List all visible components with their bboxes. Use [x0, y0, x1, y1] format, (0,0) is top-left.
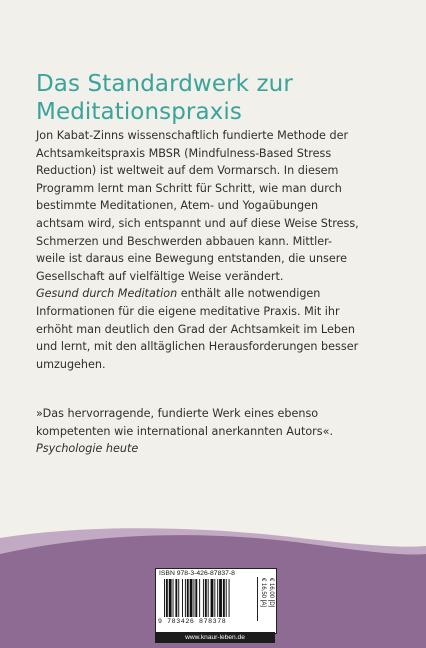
- blurb-line: bestimmte Meditationen, Atem- und Yogaübungen: [36, 199, 319, 213]
- book-title-italic: Gesund durch Meditation: [36, 287, 178, 301]
- blurb-line: Reduction) ist weltweit auf dem Vormarsch. In diesem: [36, 164, 339, 178]
- review-quote: [36, 405, 396, 458]
- quote-line: kompetenten wie international anerkannten Autors«.: [36, 424, 334, 438]
- quote-line: »Das hervorragende, fundierte Werk eines ebenso: [36, 407, 319, 420]
- publisher-url: www.knaur-leben.de: [155, 632, 275, 643]
- blurb-line: erhöht man deutlich den Grad der Achtsamkeit im Leben: [36, 322, 355, 336]
- blurb-line: [36, 285, 396, 303]
- blurb-line: weile ist daraus eine Bewegung entstanden, die unsere: [36, 252, 347, 266]
- barcode-digits: 9 783426 878378: [158, 618, 227, 625]
- price-strip: [257, 577, 276, 621]
- blurb-text: [36, 127, 396, 373]
- headline-line-1: Das Standardwerk zur: [36, 71, 293, 97]
- blurb-line: und lernt, mit den alltäglichen Herausforderungen besser: [36, 340, 359, 354]
- barcode-label: [155, 568, 277, 641]
- blurb-line: Jon Kabat-Zinns wissenschaftlich fundierte Methode der: [36, 129, 349, 142]
- blurb-line: Programm lernt man Schritt für Schritt, wie man durch: [36, 181, 342, 195]
- barcode-icon: [164, 579, 256, 617]
- price-germany: € 16,00 [D]: [268, 578, 274, 608]
- blurb-line: achtsam wird, sich entspannt und auf diese Weise Stress,: [36, 216, 359, 230]
- blurb-fragment: enthält alle notwendigen: [177, 287, 321, 301]
- blurb-line: Gesellschaft auf vielfältige Weise verändert.: [36, 269, 284, 283]
- blurb-line: Achtsamkeitspraxis MBSR (Mindfulness-Based Stress: [36, 146, 332, 160]
- isbn-number: ISBN 978-3-426-87837-8: [159, 570, 235, 577]
- quote-source: Psychologie heute: [36, 442, 139, 456]
- price-austria: € 16,50 [A]: [260, 578, 266, 608]
- headline: [36, 70, 406, 126]
- blurb-line: Schmerzen und Beschwerden abbauen kann. Mittler-: [36, 234, 333, 248]
- headline-line-2: Meditationspraxis: [36, 99, 242, 125]
- blurb-line: umzugehen.: [36, 357, 106, 371]
- blurb-line: Informationen für die eigene meditative Praxis. Mit ihr: [36, 304, 340, 318]
